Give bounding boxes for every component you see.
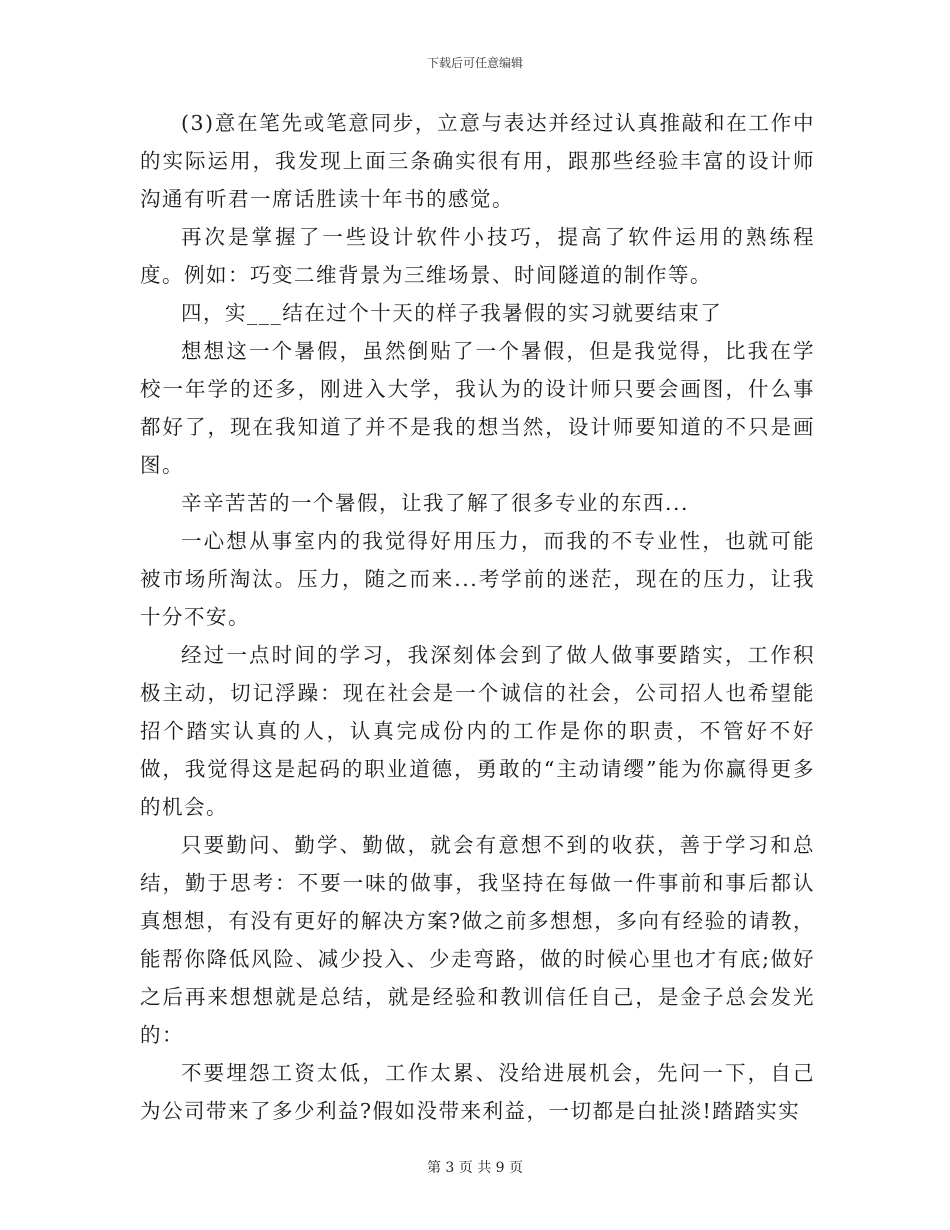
- paragraph-reflection: 想想这一个暑假，虽然倒贴了一个暑假，但是我觉得，比我在学校一年学的还多，刚进入大学，我认为的设计师只要会画图，什么事都好了，现在我知道了并不是我的想当然，设计师要知道的不只是画图。: [140, 339, 815, 477]
- paragraph-summer-summary: 辛辛苦苦的一个暑假，让我了解了很多专业的东西...: [181, 491, 690, 515]
- paragraph-salary: 不要埋怨工资太低，工作太累、没给进展机会，先问一下，自己为公司带来了多少利益?假如没带来利益，一切都是白扯淡!踏踏实实: [140, 1061, 815, 1123]
- download-note: 下载后可任意编辑: [426, 56, 523, 70]
- page-number: 第 3 页 共 9 页: [426, 1160, 524, 1176]
- paragraph-pressure: 一心想从事室内的我觉得好用压力，而我的不专业性，也就可能被市场所淘汰。压力，随之而来...考学前的迷茫，现在的压力，让我十分不安。: [140, 529, 815, 629]
- paragraph-diligence: 只要勤问、勤学、勤做，就会有意想不到的收获，善于学习和总结，勤于思考：不要一味的做事，我坚持在每做一件事前和事后都认真想想，有没有更好的解决方案?做之前多想想，多向有经验的请教，能帮你降低风险、减少投入、少走弯路，做的时候心里也才有底;做好之后再来想想就是总结，就是经验和教训信任自己，是金子总会发光的：: [140, 833, 815, 1047]
- paragraph-section-four: 四，实___结在过个十天的样子我暑假的实习就要结束了: [181, 301, 723, 325]
- document-body: [140, 104, 815, 1130]
- paragraph-software-tips: 再次是掌握了一些设计软件小技巧，提高了软件运用的熟练程度。例如：巧变二维背景为三维场景、时间隧道的制作等。: [140, 225, 815, 287]
- paragraph-method-3: (3)意在笔先或笔意同步，立意与表达并经过认真推敲和在工作中的实际运用，我发现上面三条确实很有用，跟那些经验丰富的设计师沟通有听君一席话胜读十年书的感觉。: [140, 111, 815, 211]
- paragraph-learning: 经过一点时间的学习，我深刻体会到了做人做事要踏实，工作积极主动，切记浮躁：现在社会是一个诚信的社会，公司招人也希望能招个踏实认真的人，认真完成份内的工作是你的职责，不管好不好做，我觉得这是起码的职业道德，勇敢的“主动请缨”能为你赢得更多的机会。: [140, 643, 815, 819]
